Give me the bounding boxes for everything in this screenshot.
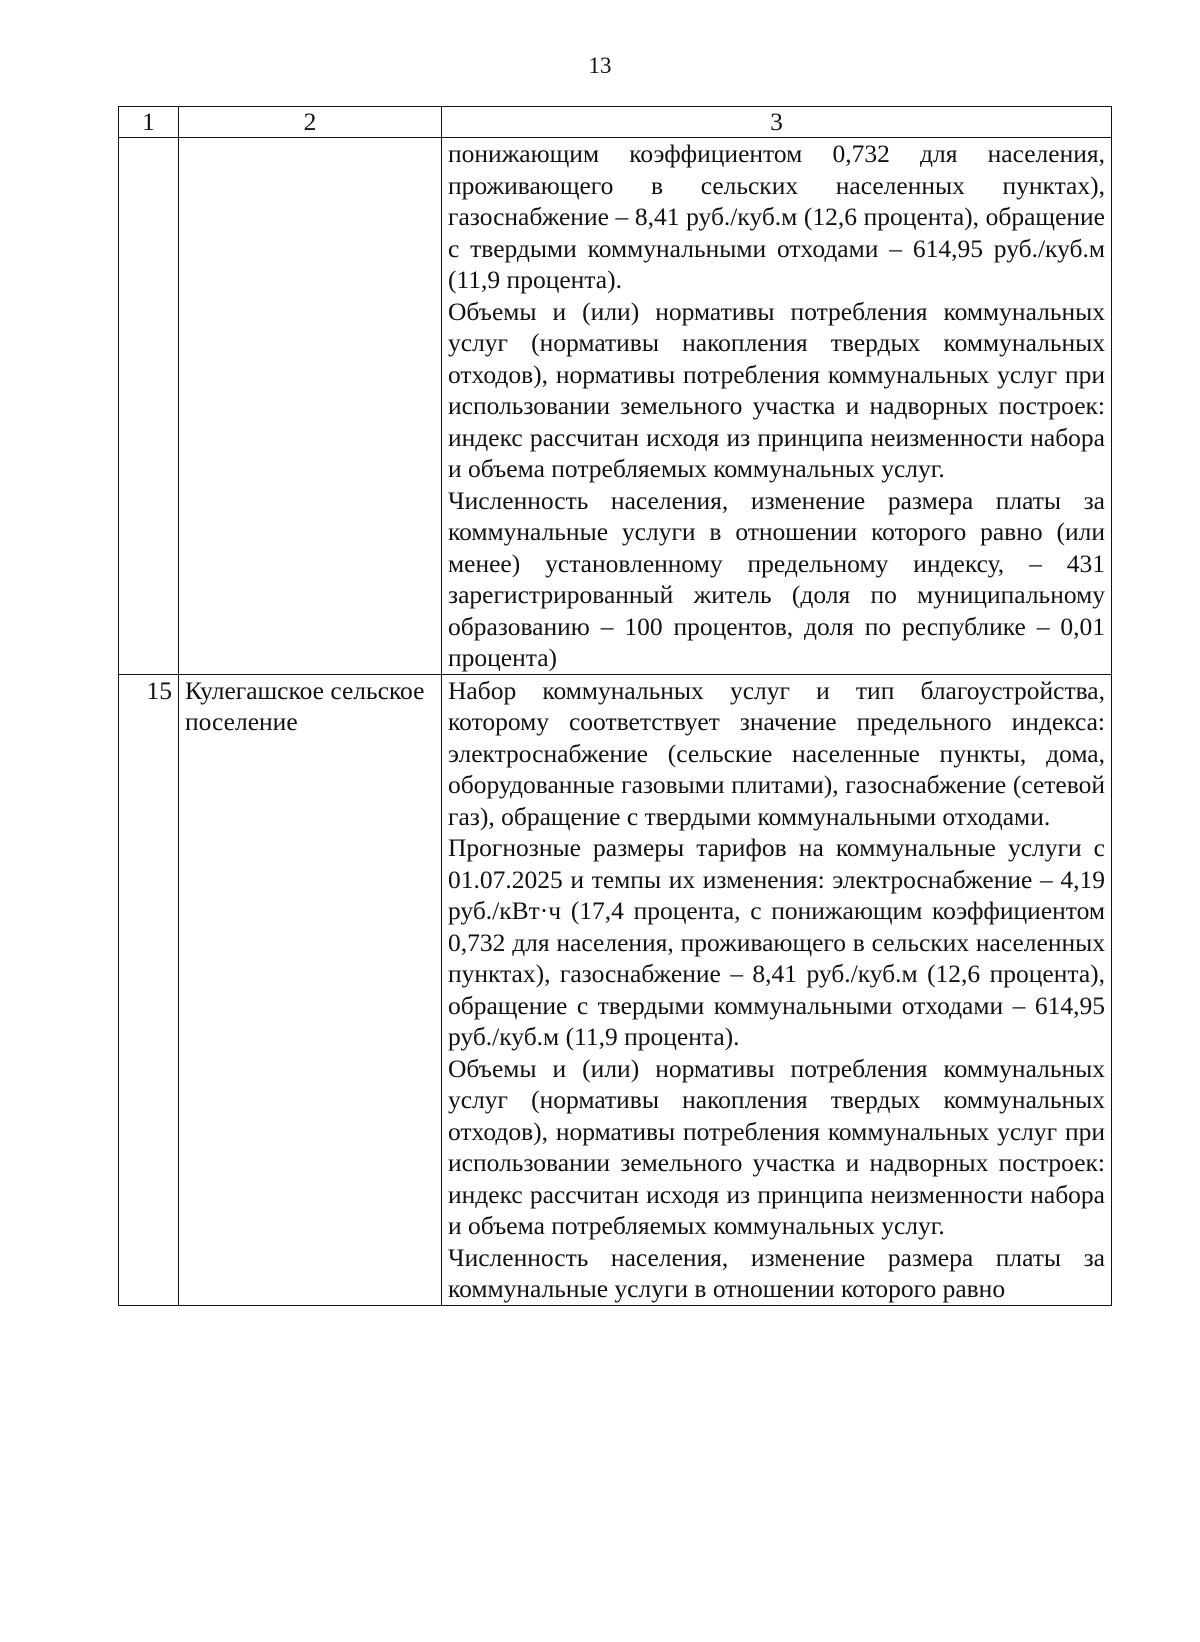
table-row bbox=[119, 674, 1112, 1305]
page-number: 13 bbox=[588, 53, 612, 78]
description-paragraph: Прогнозные размеры тарифов на коммунальные услуги с 01.07.2025 и темпы их изменения: электроснабжение – 4,19 руб./кВт·ч (17,4 процента, с понижающим коэффициентом 0,732 для населения, проживающего в сельских населенных пунктах), газоснабжение – 8,41 руб./куб.м (12,6 процента), обращение с твердыми коммунальными отходами – 614,95 руб./куб.м (11,9 процента). bbox=[448, 833, 1105, 1051]
header-cell-1: 1 bbox=[119, 107, 179, 138]
settlement-name-cell: Кулегашское сельское поселение bbox=[179, 674, 442, 1305]
header-cell-3: 3 bbox=[442, 107, 1112, 138]
description-cell bbox=[442, 138, 1112, 675]
description-paragraph: Объемы и (или) нормативы потребления коммунальных услуг (нормативы накопления твердых коммунальных отходов), нормативы потребления коммунальных услуг при использовании земельного участка и надворных построек: индекс рассчитан исходя из принципа неизменности набора и объема потребляемых коммунальных услуг. bbox=[448, 1053, 1105, 1240]
header-cell-2: 2 bbox=[179, 107, 442, 138]
description-paragraph: Объемы и (или) нормативы потребления коммунальных услуг (нормативы накопления твердых коммунальных отходов), нормативы потребления коммунальных услуг при использовании земельного участка и надворных построек: индекс рассчитан исходя из принципа неизменности набора и объема потребляемых коммунальных услуг. bbox=[448, 296, 1105, 483]
description-paragraph: Численность населения, изменение размера платы за коммунальные услуги в отношении которого равно bbox=[448, 1242, 1105, 1303]
row-number-cell bbox=[119, 138, 179, 675]
description-paragraph: понижающим коэффициентом 0,732 для населения, проживающего в сельских населенных пунктах), газоснабжение – 8,41 руб./куб.м (12,6 процента), обращение с твердыми коммунальными отходами – 614,95 руб./куб.м (11,9 процента). bbox=[448, 139, 1105, 294]
table-row bbox=[119, 138, 1112, 675]
row-number-cell: 15 bbox=[119, 674, 179, 1305]
tariff-table bbox=[118, 106, 1112, 1306]
description-cell bbox=[442, 674, 1112, 1305]
table-header-row bbox=[119, 107, 1112, 138]
description-paragraph: Численность населения, изменение размера платы за коммунальные услуги в отношении которого равно (или менее) установленному предельному индексу, – 431 зарегистрированный житель (доля по муниципальному образованию – 100 процентов, доля по республике – 0,01 процента) bbox=[448, 485, 1105, 672]
settlement-name-cell bbox=[179, 138, 442, 675]
description-paragraph: Набор коммунальных услуг и тип благоустройства, которому соответствует значение предельного индекса: электроснабжение (сельские населенные пункты, дома, оборудованные газовыми плитами), газоснабжение (сетевой газ), обращение с твердыми коммунальными отходами. bbox=[448, 675, 1105, 831]
